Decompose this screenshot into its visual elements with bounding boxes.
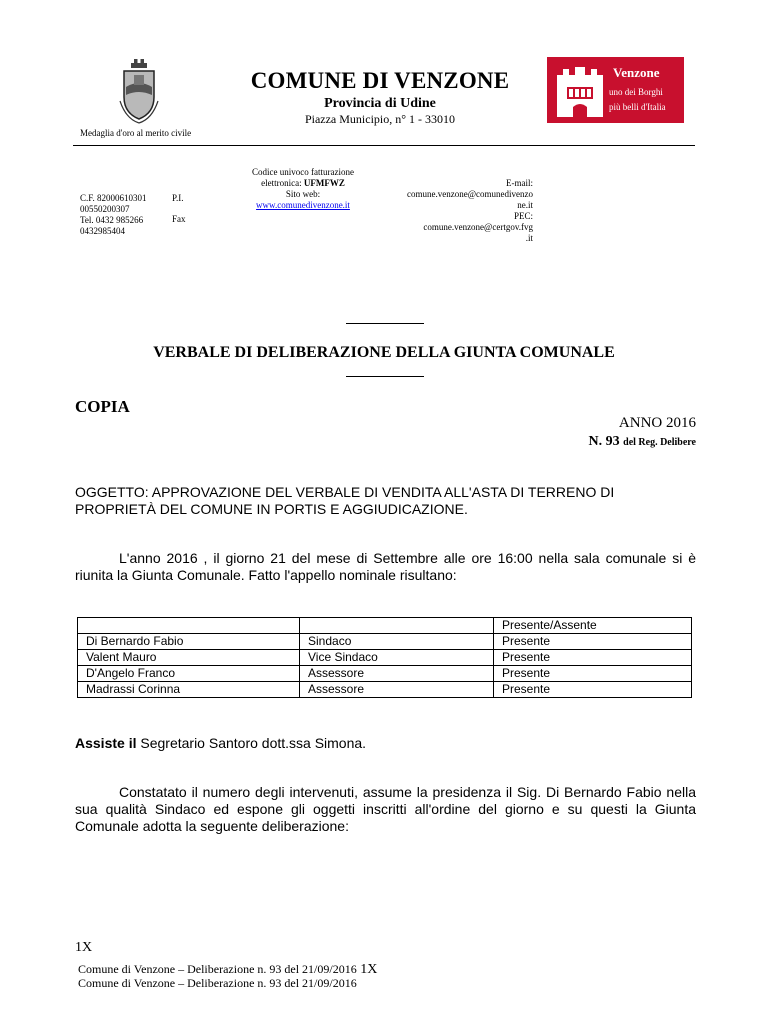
tax-info: [80, 193, 175, 237]
codice-value: UFMFWZ: [303, 178, 345, 188]
number-value: N. 93: [588, 434, 620, 449]
table-row: [78, 634, 692, 650]
year-label: ANNO 2016: [618, 415, 696, 431]
coat-of-arms-logo: [118, 57, 160, 125]
pec-address-line2[interactable]: .it: [525, 233, 533, 243]
footer-suffix: 1X: [356, 962, 378, 977]
medal-caption: Medaglia d'oro al merito civile: [80, 128, 192, 138]
heading-rule-top: [346, 323, 424, 324]
member-name: Di Bernardo Fabio: [78, 634, 300, 650]
pec-address-line1[interactable]: comune.venzone@certgov.fvg: [423, 222, 533, 232]
secretary-line: [75, 735, 366, 751]
fax-label: Fax: [172, 214, 186, 224]
website-label: Sito web:: [285, 189, 321, 199]
partita-iva: 00550200307: [80, 204, 130, 214]
deliberation-number: [480, 434, 696, 450]
page-title: COMUNE DI VENZONE: [250, 68, 510, 93]
table-row: [78, 650, 692, 666]
member-status: Presente: [494, 634, 692, 650]
telephone: Tel. 0432 985266: [80, 215, 144, 225]
codice-fiscale: C.F. 82000610301: [80, 193, 147, 203]
number-suffix: del Reg. Delibere: [623, 437, 696, 448]
email-label: E-mail:: [506, 178, 533, 188]
badge-title: Venzone: [613, 65, 660, 80]
address-line: Piazza Municipio, n° 1 - 33010: [304, 112, 456, 126]
header-divider: [73, 145, 695, 146]
attendance-table: [77, 617, 692, 698]
member-role: Assessore: [300, 666, 494, 682]
secretary-text: Segretario Santoro dott.ssa Simona.: [136, 735, 367, 751]
document-heading: VERBALE DI DELIBERAZIONE DELLA GIUNTA COMUNALE: [153, 344, 615, 361]
borghi-badge-logo: [547, 57, 684, 123]
member-role: Vice Sindaco: [300, 650, 494, 666]
member-name: Valent Mauro: [78, 650, 300, 666]
assiste-label: Assiste il: [75, 735, 137, 751]
copia-label: COPIA: [75, 397, 130, 416]
badge-line3: più belli d'Italia: [609, 102, 666, 112]
table-row: [78, 682, 692, 698]
table-row: [78, 666, 692, 682]
badge-line2: uno dei Borghi: [609, 87, 663, 97]
member-status: Presente: [494, 682, 692, 698]
codice-label2: elettronica:: [261, 178, 302, 188]
codice-label: Codice univoco fatturazione: [252, 167, 354, 177]
province-subtitle: Provincia di Udine: [324, 96, 436, 111]
member-name: Madrassi Corinna: [78, 682, 300, 698]
footer-text-1: Comune di Venzone – Deliberazione n. 93 del 21/09/2016: [78, 962, 357, 976]
page-number: 1X: [75, 940, 93, 955]
billing-code-block: [238, 167, 368, 211]
table-header-row: [78, 618, 692, 634]
table-header-cell: Presente/Assente: [494, 618, 692, 634]
email-address-line1[interactable]: comune.venzone@comunedivenzo: [407, 189, 533, 199]
footer-line-2: Comune di Venzone – Deliberazione n. 93 del 21/09/2016: [78, 976, 357, 990]
fax-number: 0432985404: [80, 226, 125, 236]
email-block: [388, 178, 533, 244]
table-header-cell: [78, 618, 300, 634]
presidency-paragraph: Constatato il numero degli intervenuti, assume la presidenza il Sig. Di Bernardo Fabio nella sua qualità Sindaco ed espone gli oggetti inscritti all'ordine del giorno e su questi la Giunta Comunale adotta la seguente deliberazione:: [75, 784, 696, 834]
castle-icon: [553, 63, 607, 119]
table-header-cell: [300, 618, 494, 634]
member-name: D'Angelo Franco: [78, 666, 300, 682]
member-status: Presente: [494, 666, 692, 682]
member-status: Presente: [494, 650, 692, 666]
website-link[interactable]: www.comunedivenzone.it: [256, 200, 350, 210]
pi-label: P.I.: [172, 193, 184, 203]
heading-rule-bottom: [346, 376, 424, 377]
member-role: Sindaco: [300, 634, 494, 650]
subject-text: OGGETTO: APPROVAZIONE DEL VERBALE DI VENDITA ALL'ASTA DI TERRENO DI PROPRIETÀ DEL COMUNE IN PORTIS E AGGIUDICAZIONE.: [75, 484, 615, 517]
intro-paragraph: L'anno 2016 , il giorno 21 del mese di Settembre alle ore 16:00 nella sala comunale si è riunita la Giunta Comunale. Fatto l'appello nominale risultano:: [75, 550, 696, 583]
email-address-line2[interactable]: ne.it: [517, 200, 533, 210]
member-role: Assessore: [300, 682, 494, 698]
pec-label: PEC:: [513, 211, 533, 221]
